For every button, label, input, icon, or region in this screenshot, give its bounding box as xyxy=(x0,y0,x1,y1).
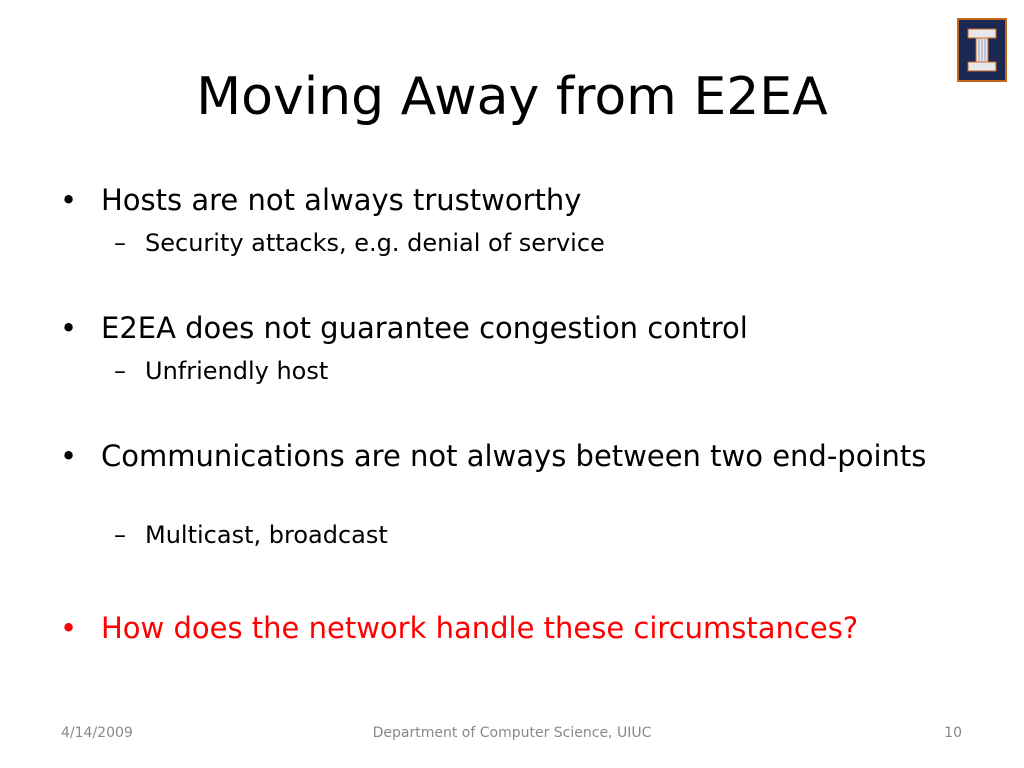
bullet-text: Communications are not always between two end-points xyxy=(101,439,927,473)
bullet-marker: • xyxy=(60,439,78,473)
slide-title: Moving Away from E2EA xyxy=(196,67,828,127)
bullet-marker: • xyxy=(60,311,78,345)
bullet-text: E2EA does not guarantee congestion control xyxy=(101,311,748,345)
bullet-marker: • xyxy=(60,183,78,217)
sub-bullet-marker: – xyxy=(114,229,126,257)
sub-bullet-text: Unfriendly host xyxy=(145,357,329,385)
footer-department: Department of Computer Science, UIUC xyxy=(372,725,652,741)
bullet-marker: • xyxy=(60,611,78,645)
bullet-text: Hosts are not always trustworthy xyxy=(101,183,582,217)
sub-bullet-marker: – xyxy=(114,521,126,549)
bullet-text: How does the network handle these circumstances? xyxy=(101,611,859,645)
sub-bullet-text: Multicast, broadcast xyxy=(145,521,388,549)
footer-date: 4/14/2009 xyxy=(61,725,133,741)
sub-bullet-text: Security attacks, e.g. denial of service xyxy=(145,229,605,257)
footer-page-number: 10 xyxy=(944,725,962,741)
sub-bullet-marker: – xyxy=(114,357,126,385)
